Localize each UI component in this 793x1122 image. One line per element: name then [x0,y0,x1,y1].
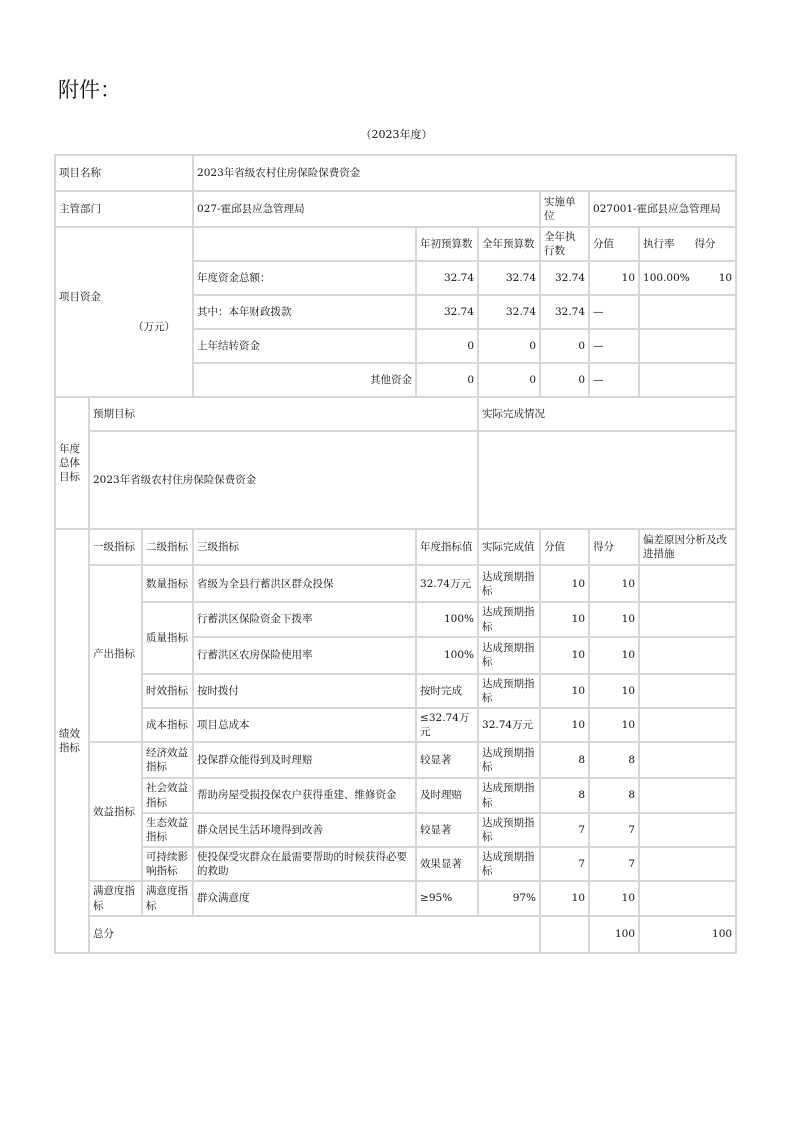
funds-row-score-value: — [589,329,639,363]
header-deviation: 偏差原因分析及改进措施 [639,529,736,565]
indicator-actual: 达成预期指标 [478,674,540,708]
funds-header-rate-score [639,227,736,261]
indicator-actual: 达成预期指标 [478,742,540,778]
funds-row-label: 上年结转资金 [193,329,416,363]
header-level2: 二级指标 [142,529,193,565]
indicator-level2: 时效指标 [142,674,193,708]
header-actual: 实际完成值 [478,529,540,565]
expected-goal-label: 预期目标 [89,397,478,431]
funds-header-score-value: 分值 [589,227,639,261]
indicator-score-value: 7 [540,847,589,881]
funds-row-rate-score [639,363,736,397]
indicator-score: 10 [589,602,639,636]
funds-row-score: 10 [718,272,733,285]
indicator-target: 较显著 [416,742,478,778]
indicator-score-value: 10 [540,565,589,602]
funds-row-initial: 0 [416,329,478,363]
implementer-label: 实施单位 [540,191,589,227]
funds-header-rate: 执行率 [643,238,675,251]
indicator-row [55,813,736,847]
indicator-score-value: 10 [540,602,589,636]
indicator-target: 效果显著 [416,847,478,881]
indicator-deviation [639,881,736,915]
indicator-level2: 满意度指标 [142,881,193,915]
indicator-score: 8 [589,778,639,812]
funds-row-rate: 100.00% [643,272,690,285]
funds-header-executed: 全年执行数 [540,227,589,261]
funds-row-annual: 32.74 [478,295,540,329]
actual-completion-text [478,431,736,529]
funds-unit: （万元） [133,321,176,334]
department: 027-霍邱县应急管理局 [193,191,540,227]
header-level3: 三级指标 [193,529,416,565]
header-score: 得分 [589,529,639,565]
total-score-value: 100 [589,916,639,953]
indicator-target: ≥95% [416,881,478,915]
funds-row-initial: 32.74 [416,261,478,295]
indicator-score: 8 [589,742,639,778]
indicator-score: 7 [589,847,639,881]
indicator-level2: 生态效益指标 [142,813,193,847]
indicator-level2: 可持续影响指标 [142,847,193,881]
actual-completion-label: 实际完成情况 [478,397,736,431]
funds-row-rate-score [639,329,736,363]
goals-section-label: 年度总体目标 [55,397,89,529]
indicator-score-value: 10 [540,637,589,674]
indicator-deviation [639,674,736,708]
indicator-level3: 帮助房屋受损投保农户获得重建、维修资金 [193,778,416,812]
funds-row-label: 年度资金总额： [193,261,416,295]
indicator-target: 较显著 [416,813,478,847]
funds-row-initial: 0 [416,363,478,397]
indicator-score-value: 7 [540,813,589,847]
funds-row-score-value: 10 [589,261,639,295]
indicator-score: 10 [589,565,639,602]
indicator-actual: 达成预期指标 [478,778,540,812]
group-benefit: 效益指标 [89,742,142,881]
department-row [55,191,736,227]
indicator-level3: 使投保受灾群众在最需要帮助的时候获得必要的救助 [193,847,416,881]
indicator-score: 7 [589,813,639,847]
indicator-score-value: 10 [540,708,589,742]
total-blank [540,916,589,953]
indicator-score: 10 [589,674,639,708]
indicator-score: 10 [589,708,639,742]
indicator-actual: 97% [478,881,540,915]
funds-row-executed: 0 [540,363,589,397]
indicator-deviation [639,742,736,778]
indicator-actual: 达成预期指标 [478,637,540,674]
project-name: 2023年省级农村住房保险保费资金 [193,155,736,191]
funds-label: 项目资金 [59,291,101,303]
funds-row-label: 其中：本年财政拨款 [193,295,416,329]
indicator-actual: 达成预期指标 [478,565,540,602]
project-name-label: 项目名称 [55,155,193,191]
indicator-row [55,602,736,636]
funds-row-executed: 0 [540,329,589,363]
total-score: 100 [639,916,736,953]
indicator-deviation [639,778,736,812]
indicator-score: 10 [589,881,639,915]
total-row [55,916,736,953]
year-label: （2023年度） [360,128,433,141]
indicator-actual: 达成预期指标 [478,813,540,847]
funds-row-score-value: — [589,295,639,329]
funds-row-executed: 32.74 [540,295,589,329]
performance-table [54,154,737,954]
funds-row-rate-score [639,295,736,329]
indicator-header-row [55,529,736,565]
indicator-row [55,708,736,742]
indicator-row [55,881,736,915]
indicator-target: ≤32.74万元 [416,708,478,742]
performance-section-label: 绩效指标 [55,529,89,952]
indicator-deviation [639,708,736,742]
expected-goal-text: 2023年省级农村住房保险保费资金 [89,431,478,529]
indicator-level2: 成本指标 [142,708,193,742]
indicator-score-value: 10 [540,674,589,708]
annex-label: 附件： [58,78,121,102]
indicator-level3: 投保群众能得到及时理赔 [193,742,416,778]
funds-header-score: 得分 [694,238,716,251]
funds-section-label [55,227,193,397]
funds-row-rate-score [639,261,736,295]
indicator-deviation [639,847,736,881]
indicator-actual: 达成预期指标 [478,602,540,636]
funds-row-annual: 0 [478,363,540,397]
indicator-deviation [639,565,736,602]
indicator-level2: 质量指标 [142,602,193,673]
funds-header-annual: 全年预算数 [478,227,540,261]
goals-header-row [55,397,736,431]
indicator-actual: 达成预期指标 [478,847,540,881]
indicator-deviation [639,637,736,674]
funds-header-initial: 年初预算数 [416,227,478,261]
header-score-value: 分值 [540,529,589,565]
project-name-row [55,155,736,191]
indicator-level3: 行蓄洪区农房保险使用率 [193,637,416,674]
indicator-level3: 项目总成本 [193,708,416,742]
indicator-target: 100% [416,602,478,636]
indicator-row [55,847,736,881]
funds-row-annual: 32.74 [478,261,540,295]
indicator-score-value: 10 [540,881,589,915]
funds-header-blank [193,227,416,261]
funds-row-score-value: — [589,363,639,397]
funds-row-annual: 0 [478,329,540,363]
indicator-target: 100% [416,637,478,674]
header-target: 年度指标值 [416,529,478,565]
indicator-level3: 省级为全县行蓄洪区群众投保 [193,565,416,602]
indicator-target: 及时理赔 [416,778,478,812]
indicator-target: 按时完成 [416,674,478,708]
group-satisfaction: 满意度指标 [89,881,142,915]
total-label: 总分 [89,916,540,953]
group-output: 产出指标 [89,565,142,742]
indicator-level2: 经济效益指标 [142,742,193,778]
funds-row-executed: 32.74 [540,261,589,295]
indicator-score-value: 8 [540,742,589,778]
indicator-score-value: 8 [540,778,589,812]
indicator-level2: 社会效益指标 [142,778,193,812]
indicator-level3: 群众居民生活环境得到改善 [193,813,416,847]
implementer: 027001-霍邱县应急管理局 [589,191,736,227]
indicator-level3: 行蓄洪区保险资金下拨率 [193,602,416,636]
funds-header-row [55,227,736,261]
indicator-row [55,742,736,778]
indicator-row [55,565,736,602]
indicator-target: 32.74万元 [416,565,478,602]
funds-row-initial: 32.74 [416,295,478,329]
indicator-actual: 32.74万元 [478,708,540,742]
funds-row-label: 其他资金 [193,363,416,397]
indicator-row [55,674,736,708]
department-label: 主管部门 [55,191,193,227]
indicator-level3: 按时拨付 [193,674,416,708]
indicator-score: 10 [589,637,639,674]
goals-content-row [55,431,736,529]
indicator-row [55,778,736,812]
indicator-deviation [639,602,736,636]
indicator-level3: 群众满意度 [193,881,416,915]
indicator-deviation [639,813,736,847]
indicator-level2: 数量指标 [142,565,193,602]
header-level1: 一级指标 [89,529,142,565]
